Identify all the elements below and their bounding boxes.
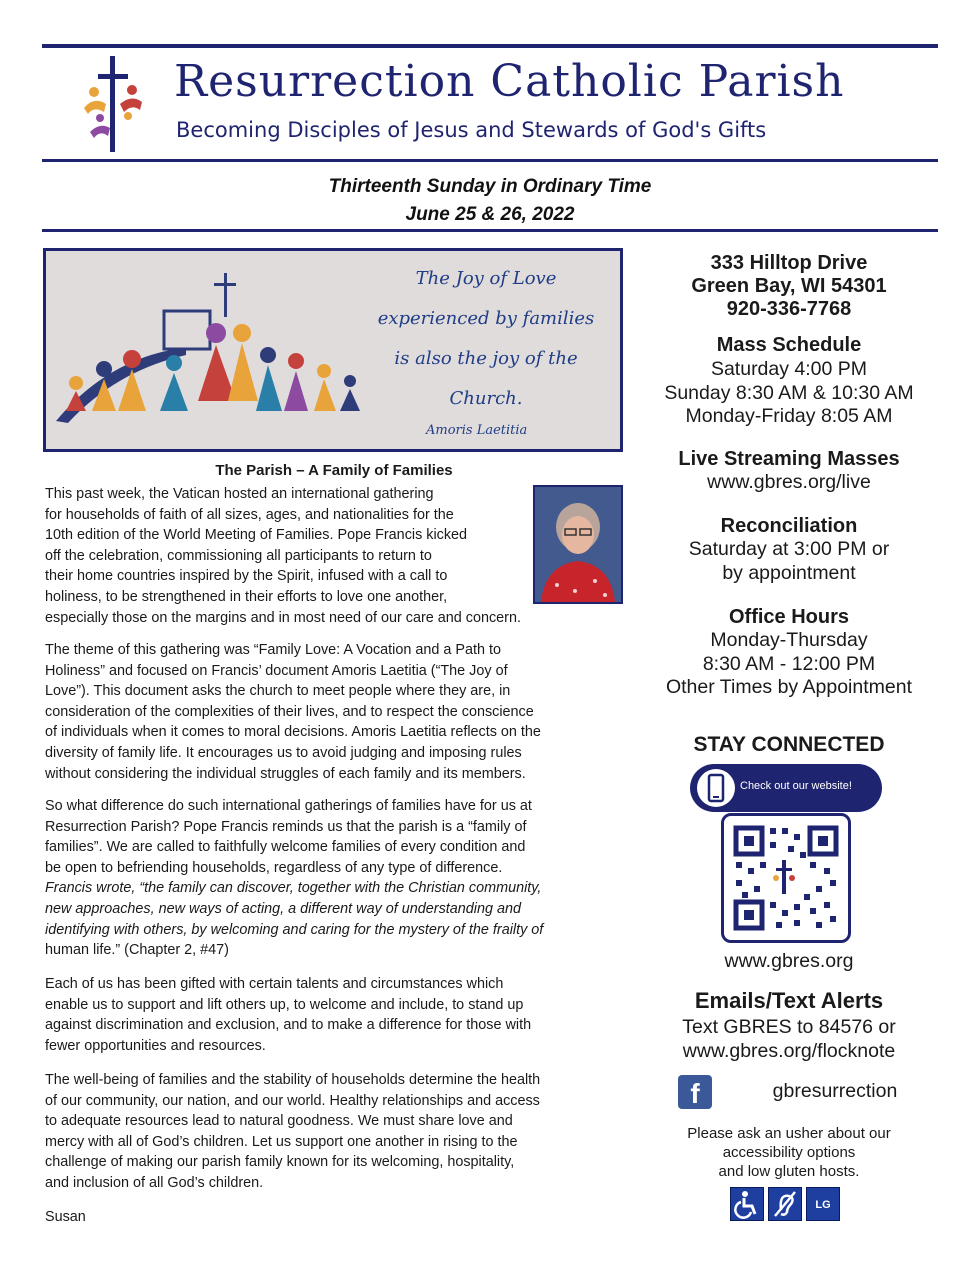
article-paragraph-1 [45,484,521,628]
text-line: off the celebration, commissioning all participants to return to [45,547,432,564]
masthead [80,52,920,156]
quote-attribution: Amoris Laetitia [426,423,528,438]
text-line: enable us to support and lift others up, to welcome and include, to stand up [45,996,524,1013]
text-line: This past week, the Vatican hosted an international gathering [45,486,434,502]
text-line: 10th edition of the World Meeting of Families. Pope Francis kicked [45,527,468,544]
article-paragraph-5 [45,1070,540,1194]
quote-line: Church. [449,388,523,409]
article-title: The Parish – A Family of Families [215,462,453,479]
text-line: new approaches, new ways of acting, a different way of understanding and [45,900,521,917]
text-line: So what difference do such international gatherings of families have for us at [45,798,532,814]
article-signature: Susan [45,1209,86,1225]
text-line: their home countries inspired by the Spirit, infused with a call to [45,568,448,585]
accessibility-line: and low gluten hosts. [718,1163,860,1180]
text-line: challenge of making our parish family known for its welcoming, hospitality, [45,1154,515,1171]
reconciliation-heading: Reconciliation [720,515,858,537]
mass-time: Saturday 4:00 PM [710,358,868,380]
text-line: mercy with all of God’s children. Let us support one another in rising to the [45,1133,518,1150]
mass-times [640,358,938,429]
alerts-info [640,1016,938,1063]
low-gluten-icon: LG [806,1187,840,1221]
accessibility-line: Please ask an usher about our [687,1125,891,1142]
accessibility-line: accessibility options [722,1144,856,1161]
reconciliation-times [640,538,938,585]
qr-code-icon [724,816,848,940]
banner-quote [366,259,606,419]
website-qr-code[interactable] [721,813,851,943]
header-bottom-rule [42,229,938,232]
text-line: Holiness” and focused on Francis’ document Amoris Laetitia (“The Joy of [45,662,508,679]
family-illustration-icon [46,251,366,451]
hearing-assist-icon [768,1187,802,1221]
joy-of-love-banner [43,248,623,452]
article-paragraph-4 [45,974,531,1056]
parish-name: Resurrection Catholic Parish [174,56,845,107]
website-button[interactable] [690,764,882,812]
alerts-line: Text GBRES to 84576 or [682,1016,896,1038]
quote-line: is also the joy of the [394,348,578,369]
cross-people-icon [80,52,150,156]
text-line: of individuals when it comes to moral decisions. Amoris Laetitia reflects on the [45,724,541,741]
occasion-date: June 25 & 26, 2022 [405,204,575,225]
phone-icon [697,769,735,807]
text-line: for households of faith of all sizes, ages, and nationalities for the [45,506,454,523]
facebook-icon[interactable]: f [678,1075,712,1109]
address-block [640,252,938,321]
article-paragraph-3 [45,796,543,961]
author-portrait-icon [535,487,621,602]
office-hours-line: Monday-Thursday [710,629,868,651]
alerts-heading: Emails/Text Alerts [694,988,884,1013]
wheelchair-icon [730,1187,764,1221]
text-line: especially those on the margins and in most need of our care and concern. [45,609,521,626]
office-hours [640,629,938,700]
occasion-title: Thirteenth Sunday in Ordinary Time [328,176,652,197]
author-photo [533,485,623,604]
text-line: without considering the individual struggles of each family and its members. [45,765,526,782]
live-streaming-heading: Live Streaming Masses [678,448,900,470]
text-line: human life.” (Chapter 2, #47) [45,942,229,959]
top-rule [42,44,938,48]
text-line: Resurrection Parish? Pope Francis reminds us that the parish is a “family of [45,818,527,835]
text-line: of our community, our nation, and our world. Healthy relationships and access [45,1092,540,1109]
facebook-handle[interactable]: gbresurrection [772,1080,898,1102]
quote-line: experienced by families [377,308,595,329]
accessibility-note [640,1124,938,1181]
text-line: and inclusion of all God’s children. [45,1174,264,1191]
text-line: consideration of the complexities of their lives, and to respect the conscience [45,703,534,720]
street-address: 333 Hilltop Drive [710,252,868,274]
text-line: The well-being of families and the stability of households determine the health [45,1072,541,1088]
text-line: Each of us has been gifted with certain talents and circumstances which [45,976,504,992]
city-state-zip: Green Bay, WI 54301 [691,275,887,297]
parish-tagline: Becoming Disciples of Jesus and Stewards of God's Gifts [176,118,767,142]
accessibility-icons [730,1187,842,1223]
text-line: The theme of this gathering was “Family Love: A Vocation and a Path to [45,642,501,658]
quote-line: The Joy of Love [415,268,557,289]
text-line: Love”). This document asks the church to meet people where they are, in [45,683,511,700]
website-url[interactable]: www.gbres.org [724,950,854,972]
text-line: diversity of family life. It encourages us to avoid judging and imposing rules [45,744,522,761]
text-line: fewer opportunities and resources. [45,1037,266,1054]
reconciliation-line: Saturday at 3:00 PM or [688,538,890,560]
text-line: holiness, to be strengthened in their efforts to love one another, [45,588,448,605]
mass-time: Sunday 8:30 AM & 10:30 AM [664,381,914,404]
stay-connected-heading: STAY CONNECTED [693,733,885,756]
office-hours-heading: Office Hours [728,606,850,628]
text-line: be open to befriending households, regardless of any type of difference. [45,859,503,876]
article-paragraph-2 [45,640,541,784]
office-hours-line: 8:30 AM - 12:00 PM [702,652,876,675]
liturgical-occasion [0,173,980,229]
masthead-rule [42,159,938,162]
text-line: Francis wrote, “the family can discover, together with the Christian community, [45,880,542,897]
live-streaming-link[interactable]: www.gbres.org/live [707,471,871,493]
alerts-line[interactable]: www.gbres.org/flocknote [682,1039,896,1062]
reconciliation-line: by appointment [722,561,856,584]
website-button-label: Check out our website! [740,780,852,792]
phone-number[interactable]: 920-336-7768 [726,298,852,320]
mass-time: Monday-Friday 8:05 AM [685,405,893,427]
text-line: against discrimination and exclusion, and to make a difference for those with [45,1017,532,1034]
text-line: to adequate resources lead to natural goodness. We must share love and [45,1113,513,1130]
mass-schedule-heading: Mass Schedule [716,334,862,356]
text-line: families”. We are called to faithfully welcome families of every condition and [45,839,526,856]
office-hours-line: Other Times by Appointment [665,676,913,698]
text-line: identifying with others, by welcoming and caring for the mystery of the frailty of [45,921,544,938]
